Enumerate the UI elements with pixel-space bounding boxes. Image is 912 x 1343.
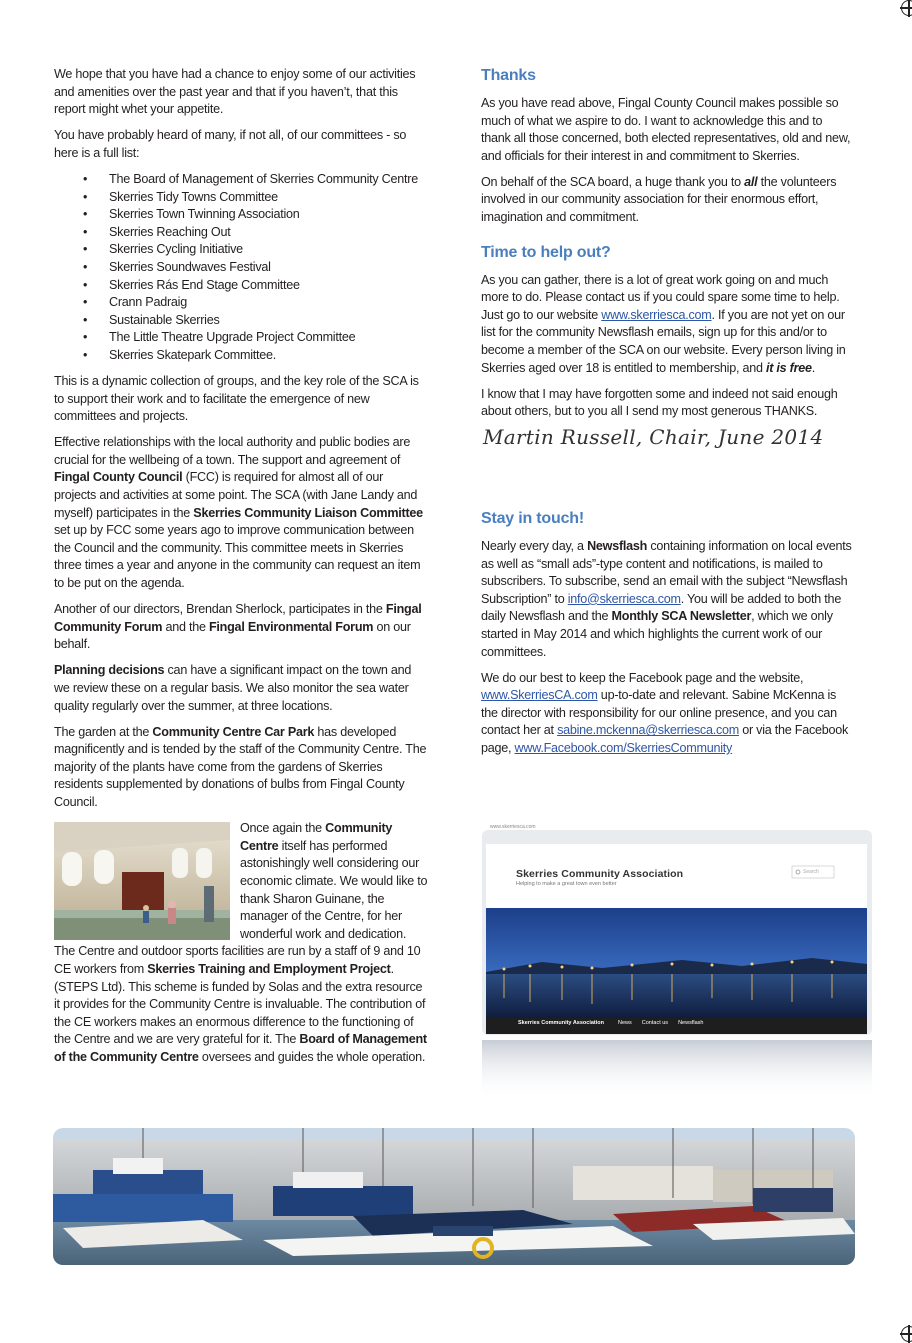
- committee-list-item: • Skerries Skatepark Committee.: [54, 347, 428, 365]
- thanks-paragraph-2: On behalf of the SCA board, a huge thank you to all the volunteers involved in our community association for their enormous effort, imagination and commitment.: [481, 174, 837, 225]
- committee-list-item: • Skerries Cycling Initiative: [54, 241, 428, 259]
- right-column: [481, 66, 855, 766]
- directors-paragraph: Another of our directors, Brendan Sherlock, participates in the Fingal Community Forum and the Fingal Environmental Forum on our behalf.: [54, 602, 422, 652]
- left-column: [54, 66, 428, 1075]
- committee-list-item: • The Board of Management of Skerries Community Centre: [54, 171, 428, 189]
- facebook-link[interactable]: www.Facebook.com/SkerriesCommunity: [514, 741, 733, 756]
- website-screenshot: [482, 822, 872, 1102]
- thanks-paragraph-1: As you have read above, Fingal County Council makes possible so much of what we aspire to do. I want to acknowledge this and to thank all those concerned, both elected representatives, old and new, and officials for their interest in and commitment to Skerries.: [481, 96, 851, 163]
- website-nav-item: Contact us: [641, 1020, 669, 1026]
- thanks-heading: Thanks: [481, 67, 536, 84]
- signature: Martin Russell, Chair, June 2014: [483, 425, 824, 450]
- committee-list-item: • Skerries Soundwaves Festival: [54, 259, 428, 277]
- registration-mark-top-icon: [901, 0, 912, 16]
- website-nav-item: Skerries Community Association: [518, 1020, 604, 1026]
- website-link[interactable]: www.skerriesca.com: [601, 307, 712, 322]
- skerriesca-link[interactable]: www.SkerriesCA.com: [481, 688, 598, 703]
- help-paragraph-2: I know that I may have forgotten some and indeed not said enough about others, but to you all I send my most generous THANKS.: [481, 386, 838, 419]
- website-nav-item: Newsflash: [678, 1020, 704, 1026]
- committee-list-item: • Skerries Town Twinning Association: [54, 206, 428, 224]
- dynamic-paragraph: This is a dynamic collection of groups, and the key role of the SCA is to support their work and to facilitate the emergence of new committees and projects.: [54, 374, 419, 424]
- committees-intro: You have probably heard of many, if not all, of our committees - so here is a full list:: [54, 128, 407, 160]
- committee-list-item: • Skerries Tidy Towns Committee: [54, 189, 428, 207]
- help-heading: Time to help out?: [481, 243, 611, 261]
- website-url: www.skerriesca.com: [490, 824, 536, 830]
- committee-list-item: • Skerries Reaching Out: [54, 224, 428, 242]
- intro-paragraph: We hope that you have had a chance to enjoy some of our activities and amenities over the past year and that if you haven’t, that this report might whet your appetite.: [54, 67, 416, 117]
- stay-in-touch-heading: Stay in touch!: [481, 510, 584, 527]
- committee-list: [54, 171, 428, 365]
- website-search-placeholder: Search: [803, 869, 819, 875]
- committee-list-item: • The Little Theatre Upgrade Project Committee: [54, 329, 428, 347]
- website-nav-item: News: [618, 1020, 632, 1026]
- community-centre-paragraph: Once again the Community Centre itself has performed astonishingly well considering our economic climate. We would like to thank Sharon Guinane, the manager of the Centre, for her wonderful work and dedication. The Centre and outdoor sports facilities are run by a staff of 9 and 10 CE workers from Skerries Training and Employment Project. (STEPS Ltd). This scheme is funded by Solas and the extra resource it provides for the Community Centre is invaluable. The contribution of the CE workers makes an enormous difference to the functioning of the Centre and we are very grateful for it. The Board of Management of the Community Centre oversees and guides the whole operation.: [54, 821, 428, 1064]
- committee-list-item: • Skerries Rás End Stage Committee: [54, 277, 428, 295]
- garden-paragraph: The garden at the Community Centre Car Park has developed magnificently and is tended by the staff of the Community Centre. The majority of the plants have come from the gardens of Skerries residents supplemented by donations of bulbs from Fingal County Council.: [54, 724, 427, 810]
- stay-in-touch-paragraph-2: We do our best to keep the Facebook page and the website, www.SkerriesCA.com up-to-date and relevant. Sabine McKenna is the director with responsibility for our online presence, and you can contact her at sabine.mckenna@skerriesca.com or via the Facebook page, www.Facebook.com/SkerriesCommunity: [481, 670, 849, 756]
- website-nav: [518, 1020, 713, 1026]
- community-centre-hall-photo: [54, 822, 230, 940]
- committee-list-item: • Sustainable Skerries: [54, 312, 428, 330]
- harbour-boats-photo: [53, 1128, 855, 1265]
- community-centre-section: [54, 820, 428, 1066]
- sabine-email-link[interactable]: sabine.mckenna@skerriesca.com: [557, 723, 739, 738]
- relationships-paragraph: Effective relationships with the local authority and public bodies are crucial for the wellbeing of a town. The support and agreement of Fingal County Council (FCC) is required for almost all of our projects and activities at some point. The SCA (with Jane Landy and myself) participates in the Skerries Community Liaison Committee set up by FCC some years ago to improve communication between the Council and the community. This committee meets in Skerries three times a year and anyone in the community can request an item to be put on the agenda.: [54, 435, 423, 591]
- info-email-link[interactable]: info@skerriesca.com: [567, 591, 681, 606]
- planning-paragraph: Planning decisions can have a significant impact on the town and we review these on a regular basis. We also monitor the sea water quality regularly over the summer, at three locations.: [54, 663, 412, 713]
- help-paragraph-1: As you can gather, there is a lot of great work going on and much more to do. Please contact us if you could spare some time to help. Just go to our website www.skerriesca.com. If you are not yet on our list for the community Newsflash emails, sign up for this and/or to become a member of the SCA on our website. Every person living in Skerries aged over 18 is entitled to membership, and it is free.: [481, 272, 846, 375]
- stay-in-touch-paragraph-1: Nearly every day, a Newsflash containing information on local events as well as “small ads”-type content and notifications, is mailed to subscribers. To subscribe, send an email with the subject “Newsflash Subscription” to info@skerriesca.com. You will be added to both the daily Newsflash and the Monthly SCA Newsletter, which we only started in May 2014 and which highlights the current work of our committees.: [481, 539, 852, 659]
- committee-list-item: • Crann Padraig: [54, 294, 428, 312]
- website-tagline: Helping to make a great town even better: [516, 881, 617, 887]
- website-title: Skerries Community Association: [516, 868, 684, 880]
- registration-mark-bottom-icon: [901, 1326, 912, 1342]
